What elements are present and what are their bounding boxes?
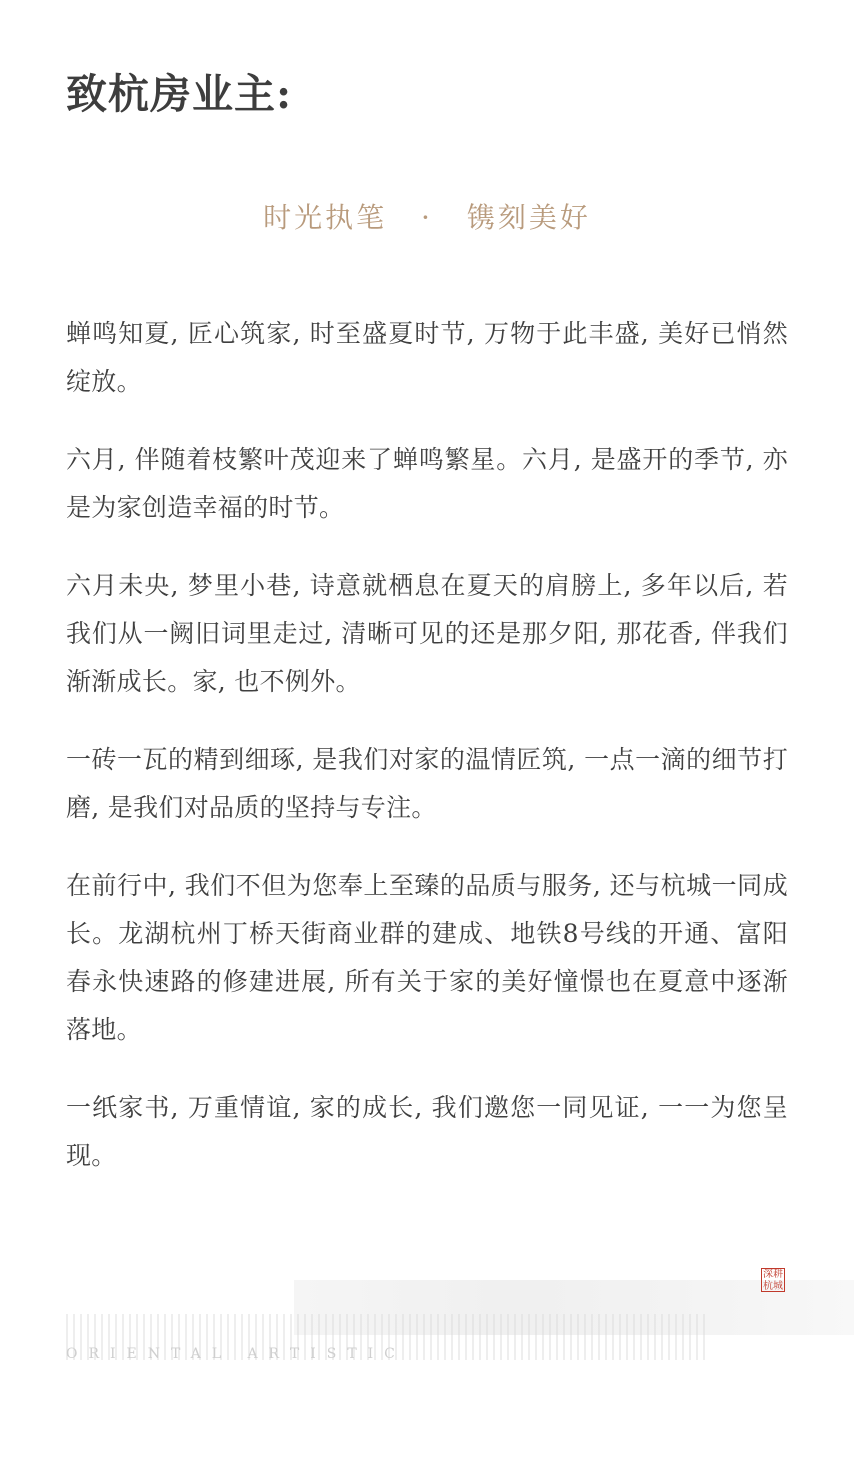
subtitle-left: 时光执笔 [263, 201, 388, 234]
seal-stamp [761, 1268, 785, 1292]
paragraph: 六月, 伴随着枝繁叶茂迎来了蝉鸣繁星。六月, 是盛开的季节, 亦是为家创造幸福的时节。 [66, 445, 788, 522]
paragraph: 一纸家书, 万重情谊, 家的成长, 我们邀您一同见证, 一一为您呈现。 [66, 1093, 788, 1170]
paragraph: 在前行中, 我们不但为您奉上至臻的品质与服务, 还与杭城一同成长。龙湖杭州丁桥天街商业群的建成、地铁8号线的开通、富阳春永快速路的修建进展, 所有关于家的美好憧憬也在夏意中逐渐落地。 [66, 871, 788, 1044]
paragraph: 蝉鸣知夏, 匠心筑家, 时至盛夏时节, 万物于此丰盛, 美好已悄然绽放。 [66, 319, 788, 396]
seal-text-top: 深耕 [763, 1269, 783, 1280]
footer-decoration [0, 1258, 854, 1398]
seal-text-bottom: 杭城 [763, 1281, 783, 1292]
paragraph: 六月未央, 梦里小巷, 诗意就栖息在夏天的肩膀上, 多年以后, 若我们从一阙旧词里走过, 清晰可见的还是那夕阳, 那花香, 伴我们渐渐成长。家, 也不例外。 [66, 571, 788, 696]
english-caption: ORIENTAL ARTISTIC [66, 1346, 406, 1362]
letter-body [66, 310, 788, 1210]
subtitle-right: 镌刻美好 [466, 201, 591, 234]
page-title: 致杭房业主: [66, 70, 293, 118]
paragraph: 一砖一瓦的精到细琢, 是我们对家的温情匠筑, 一点一滴的细节打磨, 是我们对品质的坚持与专注。 [66, 745, 788, 822]
subtitle [0, 198, 854, 238]
subtitle-separator: · [421, 201, 433, 234]
